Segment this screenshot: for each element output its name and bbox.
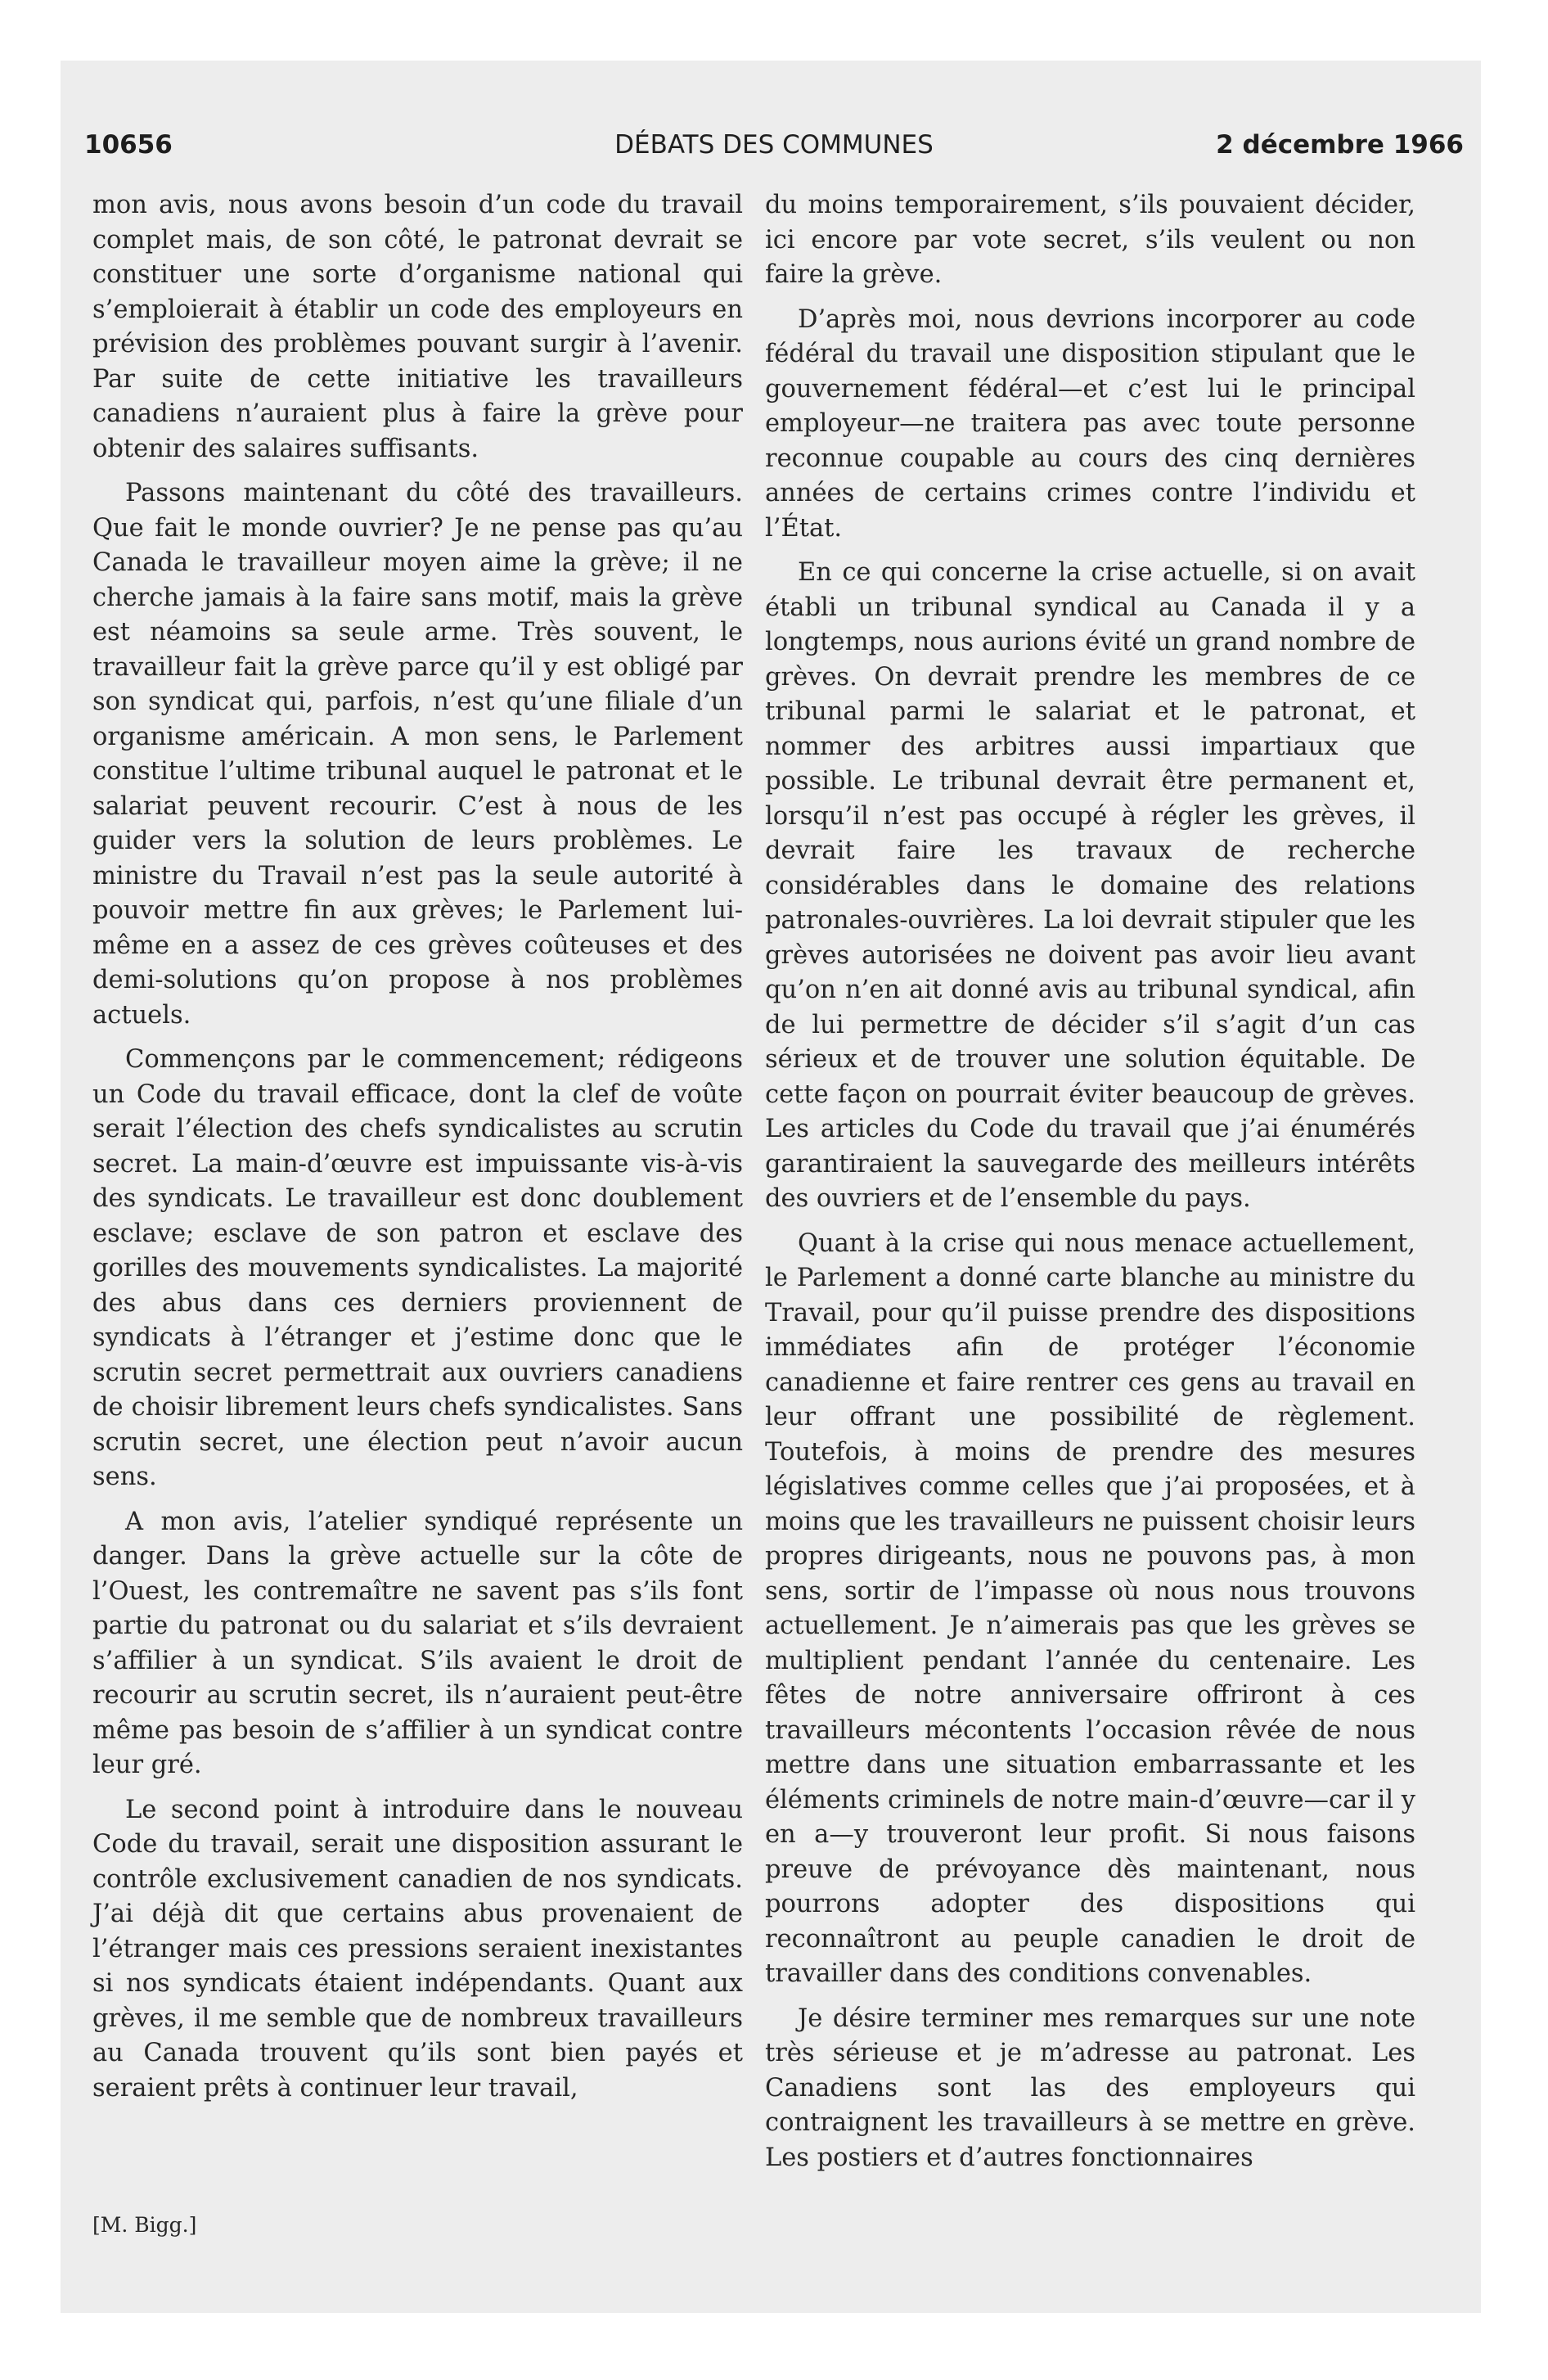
page-date: 2 décembre 1966 — [1216, 130, 1464, 160]
left-column — [92, 188, 743, 2116]
page-header — [84, 130, 1464, 171]
publication-title: DÉBATS DES COMMUNES — [614, 130, 934, 160]
paragraph: Quant à la crise qui nous menace actuellement, le Parlement a donné carte blanche au ministre du Travail, pour qu’il puisse prendre des dispositions immédiates afin de protéger l’économie canadienne et faire rentrer ces gens au travail en leur offrant une possibilité de règlement. Toutefois, à moins de prendre des mesures législatives comme celles que j’ai proposées, et à moins que les travailleurs ne puissent choisir leurs propres dirigeants, nous ne pouvons pas, à mon sens, sortir de l’impasse où nous nous trouvons actuellement. Je n’aimerais pas que les grèves se multiplient pendant l’année du centenaire. Les fêtes de notre anniversaire offriront à ces travailleurs mécontents l’occasion rêvée de nous mettre dans une situation embarrassante et les éléments criminels de notre main-d’œuvre—car il y en a—y trouveront leur profit. Si nous faisons preuve de prévoyance dès maintenant, nous pourrons adopter des dispositions qui reconnaîtront au peuple canadien le droit de travailler dans des conditions convenables. — [765, 1228, 1415, 1988]
paragraph: Commençons par le commencement; rédigeons un Code du travail efficace, dont la clef de voûte serait l’élection des chefs syndicalistes au scrutin secret. La main-d’œuvre est impuissante vis-à-vis des syndicats. Le travailleur est donc doublement esclave; esclave de son patron et esclave des gorilles des mouvements syndicalistes. La majorité des abus dans ces derniers proviennent de syndicats à l’étranger et j’estime donc que le scrutin secret permettrait aux ouvriers canadiens de choisir librement leurs chefs syndicalistes. Sans scrutin secret, une élection peut n’avoir aucun sens. — [92, 1045, 743, 1491]
paragraph: Passons maintenant du côté des travailleurs. Que fait le monde ouvrier? Je ne pense pas qu’au Canada le travailleur moyen aime la grève; il ne cherche jamais à la faire sans motif, mais la grève est néamoins sa seule arme. Très souvent, le travailleur fait la grève parce qu’il y est obligé par son syndicat qui, parfois, n’est qu’une filiale d’un organisme américain. A mon sens, le Parlement constitue l’ultime tribunal auquel le patronat et le salariat peuvent recourir. C’est à nous de les guider vers la solution de leurs problèmes. Le ministre du Travail n’est pas la seule autorité à pouvoir mettre fin aux grèves; le Parlement lui-même en a assez de ces grèves coûteuses et des demi-solutions qu’on propose à nos problèmes actuels. — [92, 479, 743, 1030]
right-column — [765, 188, 1415, 2185]
paragraph: A mon avis, l’atelier syndiqué représente un danger. Dans la grève actuelle sur la côte de l’Ouest, les contremaître ne savent pas s’ils font partie du patronat ou du salariat et s’ils devraient s’affilier à un syndicat. S’ils avaient le droit de recourir au scrutin secret, ils n’auraient peut-être même pas besoin de s’affilier à un syndicat contre leur gré. — [92, 1507, 743, 1779]
paragraph: Le second point à introduire dans le nouveau Code du travail, serait une disposition assurant le contrôle exclusivement canadien de nos syndicats. J’ai déjà dit que certains abus provenaient de l’étranger mais ces pressions seraient inexistantes si nos syndicats étaient indépendants. Quant aux grèves, il me semble que de nombreux travailleurs au Canada trouvent qu’ils sont bien payés et seraient prêts à continuer leur travail, — [92, 1795, 743, 2103]
page-number: 10656 — [84, 130, 173, 160]
paragraph: D’après moi, nous devrions incorporer au code fédéral du travail une disposition stipulant que le gouvernement fédéral—et c’est lui le principal employeur—ne traitera pas avec toute personne reconnue coupable au cours des cinq dernières années de certains crimes contre l’individu et l’État. — [765, 304, 1415, 543]
paragraph: du moins temporairement, s’ils pouvaient décider, ici encore par vote secret, s’ils veulent ou non faire la grève. — [765, 191, 1415, 289]
paragraph: Je désire terminer mes remarques sur une note très sérieuse et je m’adresse au patronat. Les Canadiens sont las des employeurs qui contraignent les travailleurs à se mettre en grève. Les postiers et d’autres fonctionnaires — [765, 2004, 1415, 2172]
speaker-attribution: [M. Bigg.] — [92, 2213, 197, 2237]
paragraph: mon avis, nous avons besoin d’un code du travail complet mais, de son côté, le patronat devrait se constituer une sorte d’organisme national qui s’emploierait à établir un code des employeurs en prévision des problèmes pouvant surgir à l’avenir. Par suite de cette initiative les travailleurs canadiens n’auraient plus à faire la grève pour obtenir des salaires suffisants. — [92, 191, 743, 463]
paragraph: En ce qui concerne la crise actuelle, si on avait établi un tribunal syndical au Canada il y a longtemps, nous aurions évité un grand nombre de grèves. On devrait prendre les membres de ce tribunal parmi le salariat et le patronat, et nommer des arbitres aussi impartiaux que possible. Le tribunal devrait être permanent et, lorsqu’il n’est pas occupé à régler les grèves, il devrait faire les travaux de recherche considérables dans le domaine des relations patronales-ouvrières. La loi devrait stipuler que les grèves autorisées ne doivent pas avoir lieu avant qu’on n’en ait donné avis au tribunal syndical, afin de lui permettre de décider s’il s’agit d’un cas sérieux et de trouver une solution équitable. De cette façon on pourrait éviter beaucoup de grèves. Les articles du Code du travail que j’ai énumérés garantiraient la sauvegarde des meilleurs intérêts des ouvriers et de l’ensemble du pays. — [765, 558, 1415, 1213]
